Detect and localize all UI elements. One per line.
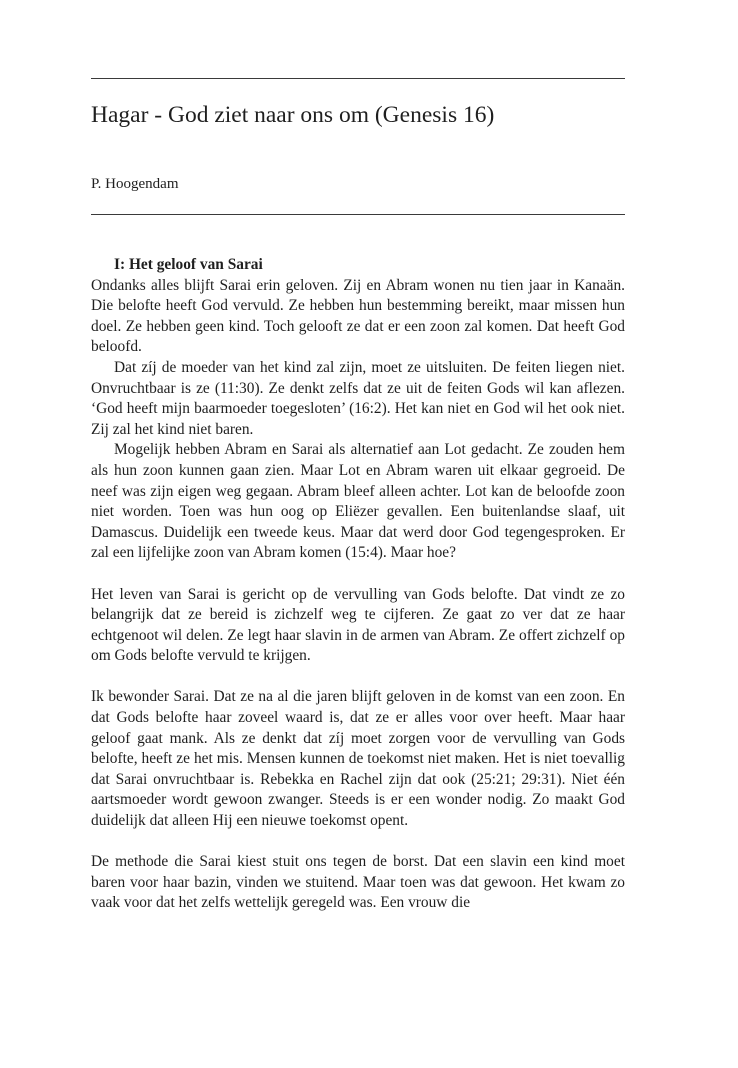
article-title: Hagar - God ziet naar ons om (Genesis 16) <box>91 102 495 128</box>
paragraph-4: Het leven van Sarai is gericht op de vervulling van Gods belofte. Dat vindt ze zo belangrijk dat ze bereid is zichzelf weg te cijferen. Ze gaat zo ver dat ze haar echtgenoot wil delen. Ze legt haar slavin in de armen van Abram. Ze offert zichzelf op om Gods belofte vervuld te krijgen. <box>91 585 625 665</box>
top-rule <box>91 78 625 79</box>
paragraph-3: Mogelijk hebben Abram en Sarai als alternatief aan Lot gedacht. Ze zouden hem als hun zoon kunnen gaan zien. Maar Lot en Abram waren uit elkaar gegroeid. De neef was zijn eigen weg gegaan. Abram bleef alleen achter. Lot kan de beloofde zoon niet worden. Toen was hun oog op Eliëzer gevallen. Een buitenlandse slaaf, uit Damascus. Duidelijk een tweede keus. Maar dat werd door God tegengesproken. Er zal een lijfelijke zoon van Abram komen (15:4). Maar hoe? <box>91 441 625 562</box>
paragraph-2: Dat zíj de moeder van het kind zal zijn, moet ze uitsluiten. De feiten liegen niet. Onvruchtbaar is ze (11:30). Ze denkt zelfs dat ze uit de feiten Gods wil kan aflezen. ‘God heeft mijn baarmoeder toegesloten’ (16:2). Het kan niet en God wil het ook niet. Zij zal het kind niet baren. <box>91 358 625 438</box>
header-divider-rule <box>91 214 625 215</box>
paragraph-1: Ondanks alles blijft Sarai erin geloven. Zij en Abram wonen nu tien jaar in Kanaän. Die belofte heeft God vervuld. Ze hebben hun bestemming bereikt, maar missen hun doel. Ze hebben geen kind. Toch gelooft ze dat er een zoon zal komen. Dat heeft God beloofd. <box>91 276 625 356</box>
article-author: P. Hoogendam <box>91 176 179 192</box>
section-heading: I: Het geloof van Sarai <box>114 256 263 273</box>
article-body <box>91 255 625 914</box>
paragraph-6: De methode die Sarai kiest stuit ons tegen de borst. Dat een slavin een kind moet baren voor haar bazin, vinden we stuitend. Maar toen was dat gewoon. Het kwam zo vaak voor dat het zelfs wettelijk geregeld was. Een vrouw die <box>91 853 625 912</box>
paragraph-5: Ik bewonder Sarai. Dat ze na al die jaren blijft geloven in de komst van een zoon. En dat Gods belofte haar zoveel waard is, dat ze er alles voor over heeft. Maar haar geloof gaat mank. Als ze denkt dat zíj moet zorgen voor de vervulling van Gods belofte, heeft ze het mis. Mensen kunnen de toekomst niet maken. Het is niet toevallig dat Sarai onvruchtbaar is. Rebekka en Rachel zijn dat ook (25:21; 29:31). Niet één aartsmoeder wordt gewoon zwanger. Steeds is er een wonder nodig. Zo maakt God duidelijk dat alleen Hij een nieuwe toekomst opent. <box>91 688 625 830</box>
